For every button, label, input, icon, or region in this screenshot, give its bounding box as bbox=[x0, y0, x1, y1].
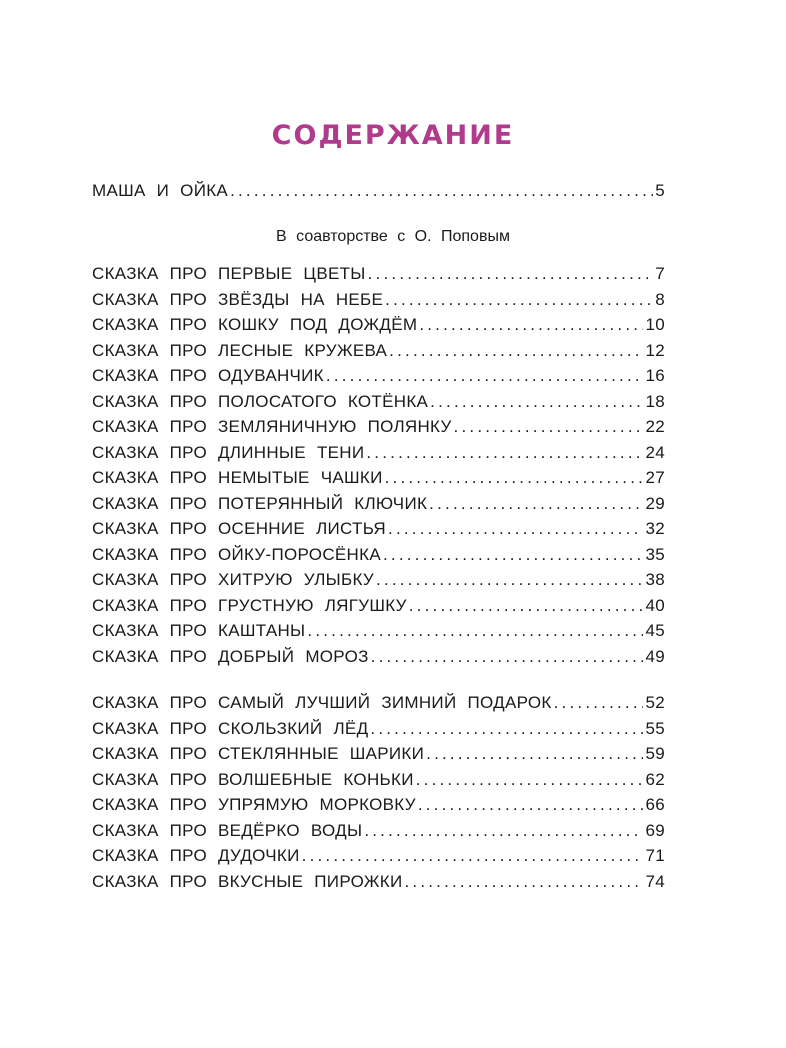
toc-leader-dots bbox=[326, 366, 644, 386]
toc-entry-label: СКАЗКА ПРО ОЙКУ-ПОРОСЁНКА bbox=[92, 544, 381, 564]
toc-leader-dots bbox=[371, 647, 644, 667]
toc-leader-dots bbox=[368, 264, 654, 284]
toc-entry[interactable] bbox=[92, 341, 665, 367]
toc-leader-dots bbox=[366, 443, 643, 463]
toc-entry-page: 5 bbox=[655, 181, 665, 200]
toc-entry-label: СКАЗКА ПРО ВКУСНЫЕ ПИРОЖКИ bbox=[92, 871, 403, 891]
toc-leader-dots bbox=[389, 341, 643, 361]
toc-entry-page: 32 bbox=[645, 519, 665, 538]
toc-entry-label: СКАЗКА ПРО ДЛИННЫЕ ТЕНИ bbox=[92, 442, 365, 462]
toc-entry-label: СКАЗКА ПРО СКОЛЬЗКИЙ ЛЁД bbox=[92, 718, 369, 738]
toc-entry[interactable] bbox=[92, 872, 665, 898]
toc-entry[interactable] bbox=[92, 392, 665, 418]
toc-leader-dots bbox=[370, 719, 643, 739]
toc-group-2 bbox=[92, 693, 665, 897]
toc-entry-page: 7 bbox=[655, 264, 665, 283]
toc-entry-page: 27 bbox=[645, 468, 665, 487]
section-subtitle: В соавторстве с О. Поповым bbox=[276, 228, 510, 245]
toc-entry[interactable] bbox=[92, 290, 665, 316]
toc-entry-label: СКАЗКА ПРО ПОТЕРЯННЫЙ КЛЮЧИК bbox=[92, 493, 428, 513]
toc-entry-label: СКАЗКА ПРО ГРУСТНУЮ ЛЯГУШКУ bbox=[92, 595, 407, 615]
page-title: СОДЕРЖАНИЕ bbox=[271, 120, 515, 151]
toc-entry-label: СКАЗКА ПРО ОСЕННИЕ ЛИСТЬЯ bbox=[92, 519, 387, 538]
toc-entry-page: 71 bbox=[645, 846, 665, 865]
toc-entry[interactable] bbox=[92, 494, 665, 520]
toc-entry[interactable] bbox=[92, 744, 665, 770]
toc-entry-page: 66 bbox=[645, 795, 665, 814]
toc-entry-label: МАША И ОЙКА bbox=[92, 181, 229, 200]
toc-entry-label: СКАЗКА ПРО КОШКУ ПОД ДОЖДЁМ bbox=[92, 315, 418, 334]
toc-entry-page: 69 bbox=[645, 820, 665, 840]
toc-entry-label: СКАЗКА ПРО ВЕДЁРКО ВОДЫ bbox=[92, 820, 363, 840]
toc-entry-page: 24 bbox=[645, 442, 665, 462]
toc-entry-label: СКАЗКА ПРО ДУДОЧКИ bbox=[92, 846, 300, 865]
toc-leader-dots bbox=[230, 181, 653, 201]
toc-entry-label: СКАЗКА ПРО ВОЛШЕБНЫЕ КОНЬКИ bbox=[92, 769, 414, 789]
toc-entry[interactable] bbox=[92, 545, 665, 571]
toc-leader-dots bbox=[404, 872, 643, 892]
toc-leader-dots bbox=[376, 570, 644, 590]
toc-leader-dots bbox=[302, 846, 644, 866]
toc-leader-dots bbox=[388, 519, 643, 539]
toc-leader-dots bbox=[409, 596, 644, 616]
toc-entry-page: 10 bbox=[645, 315, 665, 334]
toc-entry-page: 55 bbox=[645, 718, 665, 738]
toc-entry-label: СКАЗКА ПРО ПОЛОСАТОГО КОТЁНКА bbox=[92, 391, 429, 411]
toc-entry-page: 29 bbox=[645, 493, 665, 513]
toc-leader-dots bbox=[383, 545, 644, 565]
toc-entry[interactable] bbox=[92, 570, 665, 596]
toc-entry-label: СКАЗКА ПРО УПРЯМУЮ МОРКОВКУ bbox=[92, 795, 416, 814]
toc-entry[interactable] bbox=[92, 795, 665, 821]
toc-entry[interactable] bbox=[92, 719, 665, 745]
toc-entry-page: 45 bbox=[645, 621, 665, 640]
toc-entry[interactable] bbox=[92, 264, 665, 290]
toc-group-1 bbox=[92, 264, 665, 672]
toc-entry[interactable] bbox=[92, 821, 665, 847]
toc-entry-label: СКАЗКА ПРО ЛЕСНЫЕ КРУЖЕВА bbox=[92, 340, 388, 360]
toc-entry[interactable] bbox=[92, 315, 665, 341]
toc-entry-label: СКАЗКА ПРО ОДУВАНЧИК bbox=[92, 366, 324, 385]
toc-leader-dots bbox=[419, 315, 643, 335]
toc-entry-page: 74 bbox=[645, 871, 665, 891]
toc-leader-dots bbox=[418, 795, 644, 815]
toc-leader-dots bbox=[364, 821, 643, 841]
toc-leader-dots bbox=[429, 494, 643, 514]
toc-leader-dots bbox=[385, 290, 653, 310]
toc-leader-dots bbox=[385, 468, 644, 488]
toc-entry[interactable] bbox=[92, 647, 665, 673]
toc-entry[interactable] bbox=[92, 846, 665, 872]
toc-entry-label: СКАЗКА ПРО ХИТРУЮ УЛЫБКУ bbox=[92, 570, 374, 589]
toc-entry-page: 62 bbox=[645, 769, 665, 789]
toc-entry-page: 52 bbox=[645, 693, 665, 712]
toc-leader-dots bbox=[426, 744, 643, 764]
toc-entry-page: 16 bbox=[645, 366, 665, 385]
toc-entry[interactable] bbox=[92, 770, 665, 796]
toc-entry[interactable] bbox=[92, 621, 665, 647]
toc-entry-page: 38 bbox=[645, 570, 665, 589]
toc-entry-label: СКАЗКА ПРО ЗВЁЗДЫ НА НЕБЕ bbox=[92, 289, 384, 309]
toc-entry-label: СКАЗКА ПРО ЗЕМЛЯНИЧНУЮ ПОЛЯНКУ bbox=[92, 417, 452, 436]
toc-intro bbox=[92, 181, 665, 207]
toc-entry-label: СКАЗКА ПРО СТЕКЛЯННЫЕ ШАРИКИ bbox=[92, 744, 425, 763]
toc-entry-page: 35 bbox=[645, 544, 665, 564]
toc-entry[interactable] bbox=[92, 366, 665, 392]
toc-entry[interactable] bbox=[92, 443, 665, 469]
toc-leader-dots bbox=[430, 392, 643, 412]
toc-entry[interactable] bbox=[92, 693, 665, 719]
toc-entry-label: СКАЗКА ПРО ДОБРЫЙ МОРОЗ bbox=[92, 646, 369, 666]
toc-entry-label: СКАЗКА ПРО НЕМЫТЫЕ ЧАШКИ bbox=[92, 468, 383, 487]
toc-entry[interactable] bbox=[92, 468, 665, 494]
toc-entry-label: СКАЗКА ПРО КАШТАНЫ bbox=[92, 621, 306, 640]
toc-leader-dots bbox=[416, 770, 644, 790]
toc-entry-label: СКАЗКА ПРО ПЕРВЫЕ ЦВЕТЫ bbox=[92, 264, 366, 283]
toc-leader-dots bbox=[454, 417, 644, 437]
toc-leader-dots bbox=[307, 621, 643, 641]
toc-entry-page: 22 bbox=[645, 417, 665, 436]
toc-entry[interactable] bbox=[92, 596, 665, 622]
toc-entry-label: СКАЗКА ПРО САМЫЙ ЛУЧШИЙ ЗИМНИЙ ПОДАРОК bbox=[92, 693, 552, 712]
toc-entry[interactable] bbox=[92, 417, 665, 443]
toc-entry-page: 59 bbox=[645, 744, 665, 763]
toc-entry-page: 8 bbox=[655, 289, 665, 309]
toc-entry-page: 40 bbox=[645, 595, 665, 615]
toc-entry[interactable] bbox=[92, 181, 665, 207]
toc-entry-page: 49 bbox=[645, 646, 665, 666]
toc-entry[interactable] bbox=[92, 519, 665, 545]
toc-entry-page: 12 bbox=[645, 340, 665, 360]
toc-leader-dots bbox=[554, 693, 644, 713]
toc-entry-page: 18 bbox=[645, 391, 665, 411]
